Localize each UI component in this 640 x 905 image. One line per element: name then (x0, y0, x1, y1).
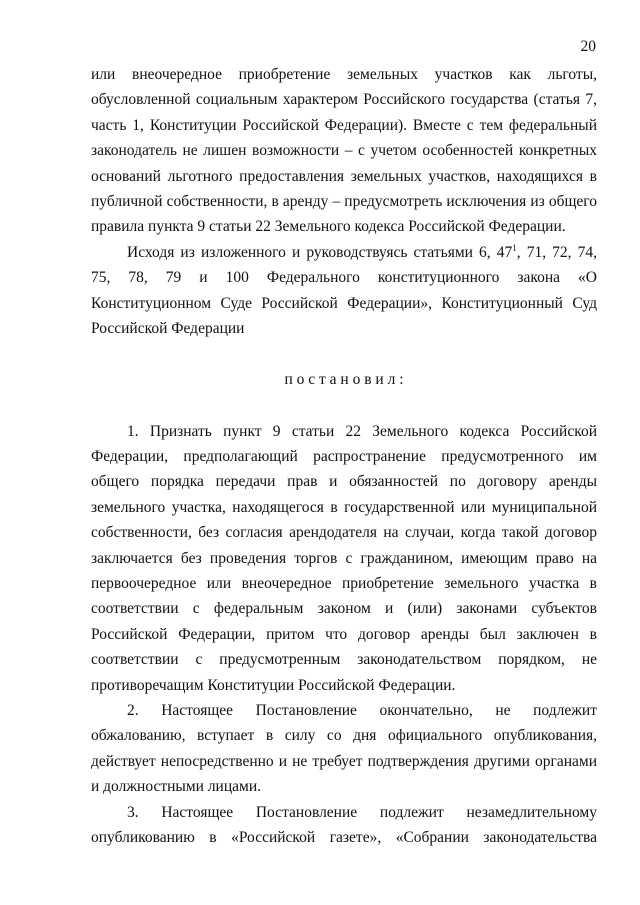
text-line: противоречащим Конституции Российской Федерации. (91, 676, 456, 694)
document-body (91, 62, 597, 850)
text-line: или внеочередное приобретение земельных участков как льготы, (91, 66, 597, 83)
text-line: земельного участка, находящегося в государственной или муниципальной (91, 498, 597, 516)
text-line: обусловленной социальным характером Российского государства (статья 7, (91, 91, 597, 109)
text-line: Российской Федерации (91, 319, 245, 337)
paragraph-item-3 (91, 800, 597, 851)
paragraph-continuation (91, 62, 597, 240)
text-line: первоочередное или внеочередное приобретение земельного участка в (91, 575, 597, 593)
page-number: 20 (580, 38, 596, 55)
paragraph-item-1 (91, 419, 597, 698)
text-line: 2. Настоящее Постановление окончательно, не подлежит (127, 701, 597, 719)
text-line: правила пункта 9 статьи 22 Земельного кодекса Российской Федерации. (91, 218, 566, 236)
superscript: 1 (512, 242, 517, 253)
paragraph-item-2 (91, 698, 597, 800)
text-line: оснований льготного предоставления земельных участков, находящихся в (91, 167, 597, 185)
decree-heading: п о с т а н о в и л : (284, 371, 404, 389)
text-line: 3. Настоящее Постановление подлежит незамедлительному (127, 803, 597, 821)
text-line: общего порядка передачи прав и обязанностей по договору аренды (91, 473, 597, 491)
text-line: 1. Признать пункт 9 статьи 22 Земельного кодекса Российской (127, 422, 597, 440)
text-line: опубликованию в «Российской газете», «Собрании законодательства (91, 828, 597, 846)
text-line: законодатель не лишен возможности – с учетом особенностей конкретных (91, 142, 597, 160)
text-line: Российской Федерации, притом что договор аренды был заключен в (91, 625, 597, 643)
text-line: заключается без проведения торгов с гражданином, имеющим право на (91, 549, 597, 567)
text-line: Конституционном Суде Российской Федерации», Конституционный Суд (91, 294, 597, 312)
basis-text-after: , 71, 72, 74, (516, 243, 597, 261)
text-line (91, 240, 597, 265)
text-line: соответствии с предусмотренным законодательством порядком, не (91, 651, 597, 669)
text-line: часть 1, Конституции Российской Федерации). Вместе с тем федеральный (91, 116, 597, 134)
basis-text-before: Исходя из изложенного и руководствуясь статьями 6, 47 (127, 243, 513, 261)
text-line: обжалованию, вступает в силу со дня официального опубликования, (91, 727, 597, 745)
text-line: собственности, без согласия арендодателя на случаи, когда такой договор (91, 524, 597, 542)
text-line: и должностными лицами. (91, 778, 262, 796)
paragraph-basis (91, 240, 597, 342)
text-line: соответствии с федеральным законом и (или) законами субъектов (91, 600, 597, 618)
text-line: Федерации, предполагающий распространение предусмотренного им (91, 448, 597, 466)
text-line: 75, 78, 79 и 100 Федерального конституционного закона «О (91, 269, 597, 287)
text-line: действует непосредственно и не требует подтверждения другими органами (91, 752, 597, 770)
text-line: публичной собственности, в аренду – предусмотреть исключения из общего (91, 192, 597, 210)
